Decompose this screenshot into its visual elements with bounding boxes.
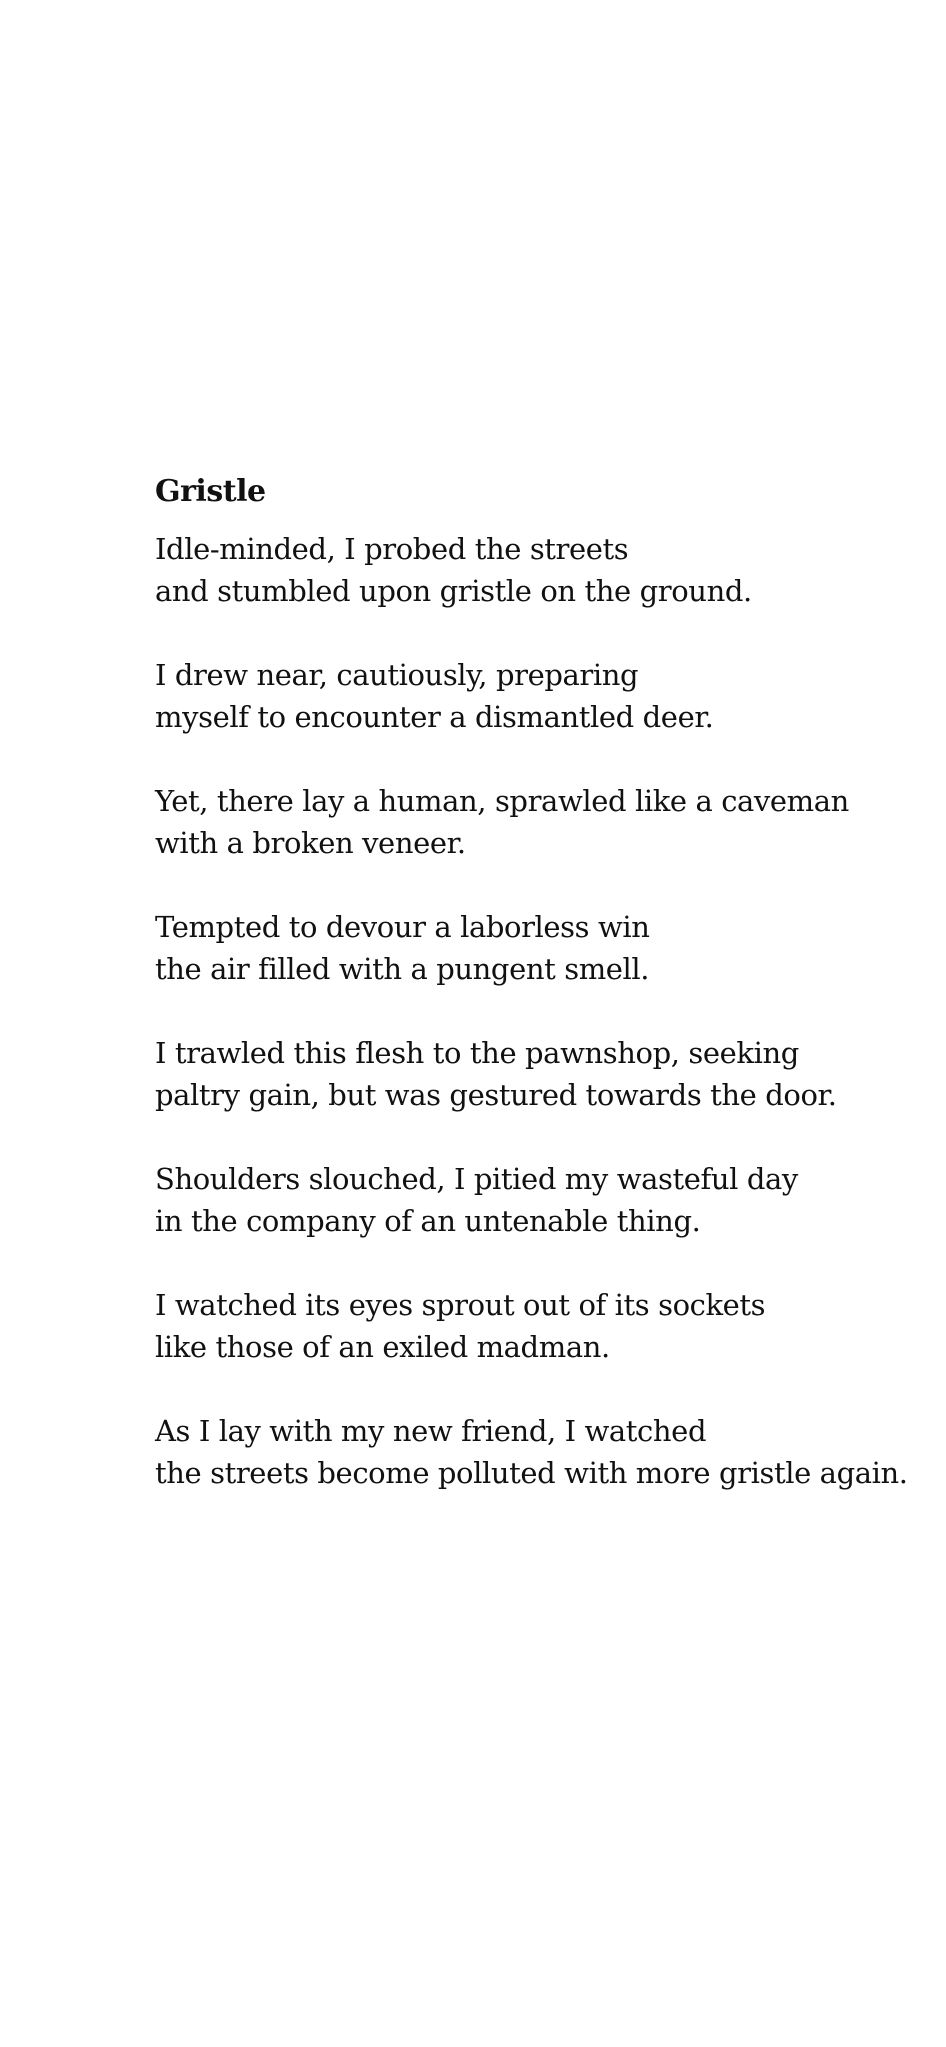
stanza-2 xyxy=(155,654,915,738)
poem-line: and stumbled upon gristle on the ground. xyxy=(155,574,752,608)
poem-line: Idle-minded, I probed the streets xyxy=(155,532,629,566)
poem-line: I watched its eyes sprout out of its sockets xyxy=(155,1288,766,1322)
poem-line: with a broken veneer. xyxy=(155,826,466,860)
stanza-8 xyxy=(155,1410,915,1494)
stanza-3 xyxy=(155,780,915,864)
poem-line: Yet, there lay a human, sprawled like a caveman xyxy=(155,784,849,818)
poem-line: the streets become polluted with more gristle again. xyxy=(155,1456,908,1490)
stanza-4 xyxy=(155,906,915,990)
poem-title: Gristle xyxy=(155,474,266,509)
poem-line: the air filled with a pungent smell. xyxy=(155,952,650,986)
poem-line: in the company of an untenable thing. xyxy=(155,1204,701,1238)
stanza-7 xyxy=(155,1284,915,1368)
poem-line: paltry gain, but was gestured towards the door. xyxy=(155,1078,837,1112)
poem-line: I trawled this flesh to the pawnshop, seeking xyxy=(155,1036,799,1070)
stanza-5 xyxy=(155,1032,915,1116)
stanza-1 xyxy=(155,528,915,612)
stanza-6 xyxy=(155,1158,915,1242)
poem-line: Shoulders slouched, I pitied my wasteful day xyxy=(155,1162,798,1196)
poem-line: myself to encounter a dismantled deer. xyxy=(155,700,714,734)
poem-line: As I lay with my new friend, I watched xyxy=(155,1414,707,1448)
poem-line: Tempted to devour a laborless win xyxy=(155,910,650,944)
poem xyxy=(155,470,915,1536)
poem-line: I drew near, cautiously, preparing xyxy=(155,658,639,692)
poem-line: like those of an exiled madman. xyxy=(155,1330,610,1364)
